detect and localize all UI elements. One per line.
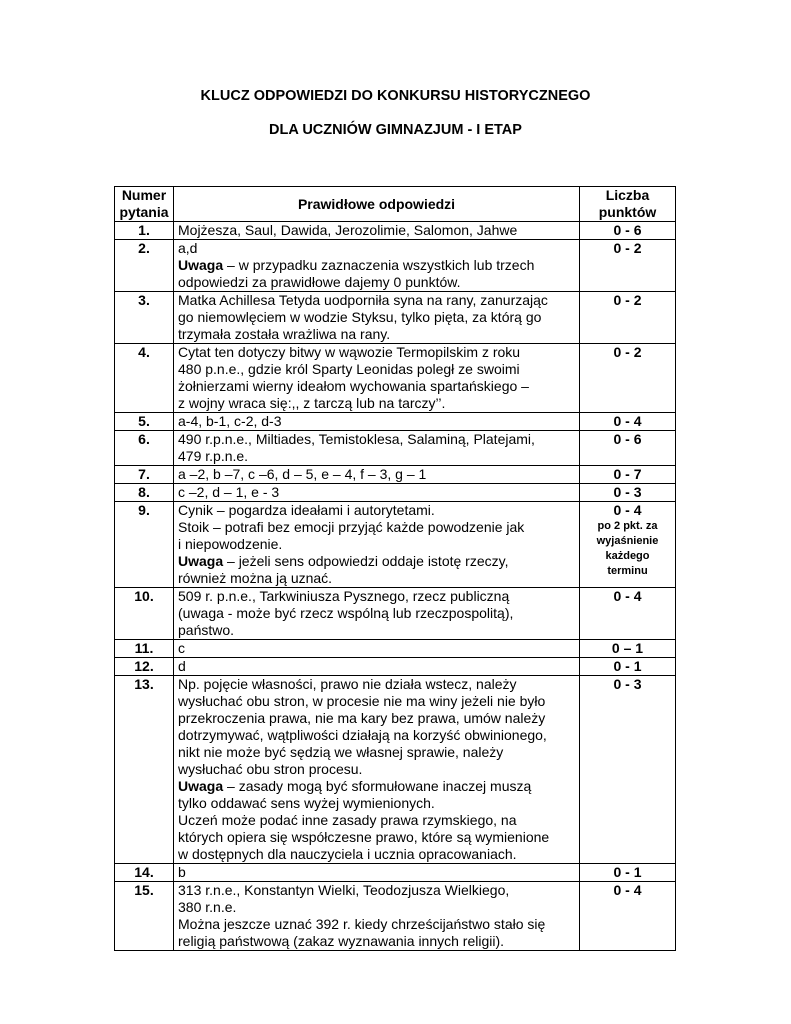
note-label: Uwaga: [178, 778, 224, 794]
points-cell: [580, 222, 676, 240]
table-row: [115, 502, 676, 588]
answer-line: 479 r.p.n.e.: [178, 448, 249, 464]
header-points-line1: Liczba: [605, 187, 650, 203]
points-value: 0 - 4: [613, 413, 642, 429]
table-row: [115, 431, 676, 466]
points-value: 0 - 4: [613, 882, 642, 898]
answer-line: a –2, b –7, c –6, d – 5, e – 4, f – 3, g – 1: [178, 466, 427, 482]
answer-line: Uwaga – w przypadku zaznaczenia wszystkich lub trzech: [178, 257, 535, 273]
header-num-line2: pytania: [119, 204, 169, 220]
points-value: 0 - 4: [613, 502, 642, 518]
points-cell: [580, 882, 676, 951]
points-note: terminu: [607, 565, 648, 577]
answer-cell: [174, 222, 580, 240]
question-number: 15.: [115, 882, 174, 951]
answer-line: 313 r.n.e., Konstantyn Wielki, Teodozjusza Wielkiego,: [178, 882, 510, 898]
answer-line: c: [178, 640, 185, 656]
question-number: 3.: [115, 292, 174, 344]
answer-line: odpowiedzi za prawidłowe dajemy 0 punktów.: [178, 274, 461, 290]
answer-line: Uwaga – jeżeli sens odpowiedzi oddaje istotę rzeczy,: [178, 553, 509, 569]
points-value: 0 - 2: [613, 240, 642, 256]
points-cell: [580, 588, 676, 640]
question-number: 4.: [115, 344, 174, 413]
question-number: 8.: [115, 484, 174, 502]
question-number: 11.: [115, 640, 174, 658]
question-number: 13.: [115, 676, 174, 864]
answer-line: (uwaga - może być rzecz wspólną lub rzeczpospolitą),: [178, 605, 514, 621]
points-cell: [580, 676, 676, 864]
points-value: 0 - 7: [613, 466, 642, 482]
points-value: 0 - 4: [613, 588, 642, 604]
answer-line: go niemowlęciem w wodzie Styksu, tylko pięta, za którą go: [178, 309, 542, 325]
points-cell: [580, 502, 676, 588]
answer-line: wysłuchać obu stron procesu.: [178, 761, 363, 777]
answer-line: dotrzymywać, wątpliwości działają na korzyść obwinionego,: [178, 727, 547, 743]
table-row: [115, 640, 676, 658]
header-question-number: [115, 187, 174, 222]
points-note: wyjaśnienie: [596, 535, 659, 547]
points-cell: [580, 484, 676, 502]
answer-line: państwo.: [178, 622, 235, 638]
answer-line: c –2, d – 1, e - 3: [178, 484, 280, 500]
answer-cell: [174, 502, 580, 588]
question-number: 9.: [115, 502, 174, 588]
answer-line: Np. pojęcie własności, prawo nie działa wstecz, należy: [178, 676, 517, 692]
answer-line: których opiera się współczesne prawo, które są wymienione: [178, 829, 550, 845]
question-number: 6.: [115, 431, 174, 466]
header-answers: Prawidłowe odpowiedzi: [174, 187, 580, 222]
answer-line: a-4, b-1, c-2, d-3: [178, 413, 282, 429]
answer-line: i niepowodzenie.: [178, 536, 283, 552]
points-value: 0 - 3: [613, 484, 642, 500]
answer-line: Uczeń może podać inne zasady prawa rzymskiego, na: [178, 812, 517, 828]
answer-line: 490 r.p.n.e., Miltiades, Temistoklesa, Salaminą, Platejami,: [178, 431, 535, 447]
answer-cell: [174, 344, 580, 413]
points-note: każdego: [605, 550, 650, 562]
answer-line: tylko oddawać sens wyżej wymienionych.: [178, 795, 435, 811]
question-number: 2.: [115, 240, 174, 292]
points-value: 0 - 6: [613, 222, 642, 238]
points-cell: [580, 658, 676, 676]
points-cell: [580, 240, 676, 292]
answer-line: 480 p.n.e., gdzie król Sparty Leonidas poległ ze swoimi: [178, 361, 520, 377]
answer-line: również można ją uznać.: [178, 570, 333, 586]
answer-line: nikt nie może być sędzią we własnej sprawie, należy: [178, 744, 504, 760]
answer-line: z wojny wraca się:,, z tarczą lub na tarczy’’.: [178, 395, 446, 411]
answer-line: b: [178, 864, 186, 880]
note-label: Uwaga: [178, 257, 224, 273]
table-row: [115, 864, 676, 882]
question-number: 5.: [115, 413, 174, 431]
question-number: 14.: [115, 864, 174, 882]
points-cell: [580, 640, 676, 658]
table-row: [115, 413, 676, 431]
answer-line: trzymała została wrażliwa na rany.: [178, 326, 391, 342]
answer-line: 509 r. p.n.e., Tarkwiniusza Pysznego, rzecz publiczną: [178, 588, 510, 604]
answer-line: religią państwową (zakaz wyznawania innych religii).: [178, 933, 505, 949]
answer-line: przekroczenia prawa, nie ma kary bez prawa, umów należy: [178, 710, 546, 726]
table-row: [115, 588, 676, 640]
table-row: [115, 658, 676, 676]
table-row: [115, 344, 676, 413]
answer-line: Matka Achillesa Tetyda uodporniła syna na rany, zanurzając: [178, 292, 548, 308]
answer-line: a,d: [178, 240, 198, 256]
table-header-row: [115, 187, 676, 222]
answer-line: żołnierzami wierny ideałom wychowania spartańskiego –: [178, 378, 529, 394]
points-note: po 2 pkt. za: [597, 520, 658, 532]
answer-cell: [174, 413, 580, 431]
points-value: 0 - 1: [613, 658, 642, 674]
points-cell: [580, 864, 676, 882]
table-row: [115, 292, 676, 344]
points-cell: [580, 413, 676, 431]
note-label: Uwaga: [178, 553, 224, 569]
answer-cell: [174, 676, 580, 864]
question-number: 10.: [115, 588, 174, 640]
answer-cell: [174, 240, 580, 292]
answer-line: Cynik – pogardza ideałami i autorytetami.: [178, 502, 435, 518]
points-cell: [580, 292, 676, 344]
answer-line: w dostępnych dla nauczyciela i ucznia opracowaniach.: [178, 846, 517, 862]
points-value: 0 - 2: [613, 344, 642, 360]
points-value: 0 - 6: [613, 431, 642, 447]
points-value: 0 – 1: [611, 640, 644, 656]
table-row: [115, 882, 676, 951]
table-row: [115, 676, 676, 864]
points-value: 0 - 3: [613, 676, 642, 692]
answer-line: Uwaga – zasady mogą być sformułowane inaczej muszą: [178, 778, 532, 794]
answer-line: d: [178, 658, 186, 674]
answer-cell: [174, 588, 580, 640]
points-value: 0 - 2: [613, 292, 642, 308]
table-row: [115, 222, 676, 240]
answer-cell: [174, 864, 580, 882]
answer-cell: [174, 640, 580, 658]
header-num-line1: Numer: [121, 187, 167, 203]
answer-cell: [174, 292, 580, 344]
points-cell: [580, 466, 676, 484]
answer-line: Można jeszcze uznać 392 r. kiedy chrześcijaństwo stało się: [178, 916, 546, 932]
table-row: [115, 484, 676, 502]
answer-cell: [174, 484, 580, 502]
answer-cell: [174, 466, 580, 484]
header-points: [580, 187, 676, 222]
answer-line: Cytat ten dotyczy bitwy w wąwozie Termopilskim z roku: [178, 344, 521, 360]
answer-line: wysłuchać obu stron, w procesie nie ma winy jeżeli nie było: [178, 693, 546, 709]
answer-line: 380 r.n.e.: [178, 899, 237, 915]
answer-cell: [174, 658, 580, 676]
table-row: [115, 240, 676, 292]
answer-cell: [174, 431, 580, 466]
points-cell: [580, 431, 676, 466]
question-number: 7.: [115, 466, 174, 484]
question-number: 1.: [115, 222, 174, 240]
question-number: 12.: [115, 658, 174, 676]
page-title: KLUCZ ODPOWIEDZI DO KONKURSU HISTORYCZNEGO: [200, 88, 591, 104]
points-cell: [580, 344, 676, 413]
table-row: [115, 466, 676, 484]
answer-line: Stoik – potrafi bez emocji przyjąć każde powodzenie jak: [178, 519, 525, 535]
points-value: 0 - 1: [613, 864, 642, 880]
page-subtitle: DLA UCZNIÓW GIMNAZJUM - I ETAP: [269, 122, 522, 138]
answer-line: Mojżesza, Saul, Dawida, Jerozolimie, Salomon, Jahwe: [178, 222, 518, 238]
header-points-line2: punktów: [598, 204, 657, 220]
answer-cell: [174, 882, 580, 951]
answer-key-table: [114, 186, 676, 951]
